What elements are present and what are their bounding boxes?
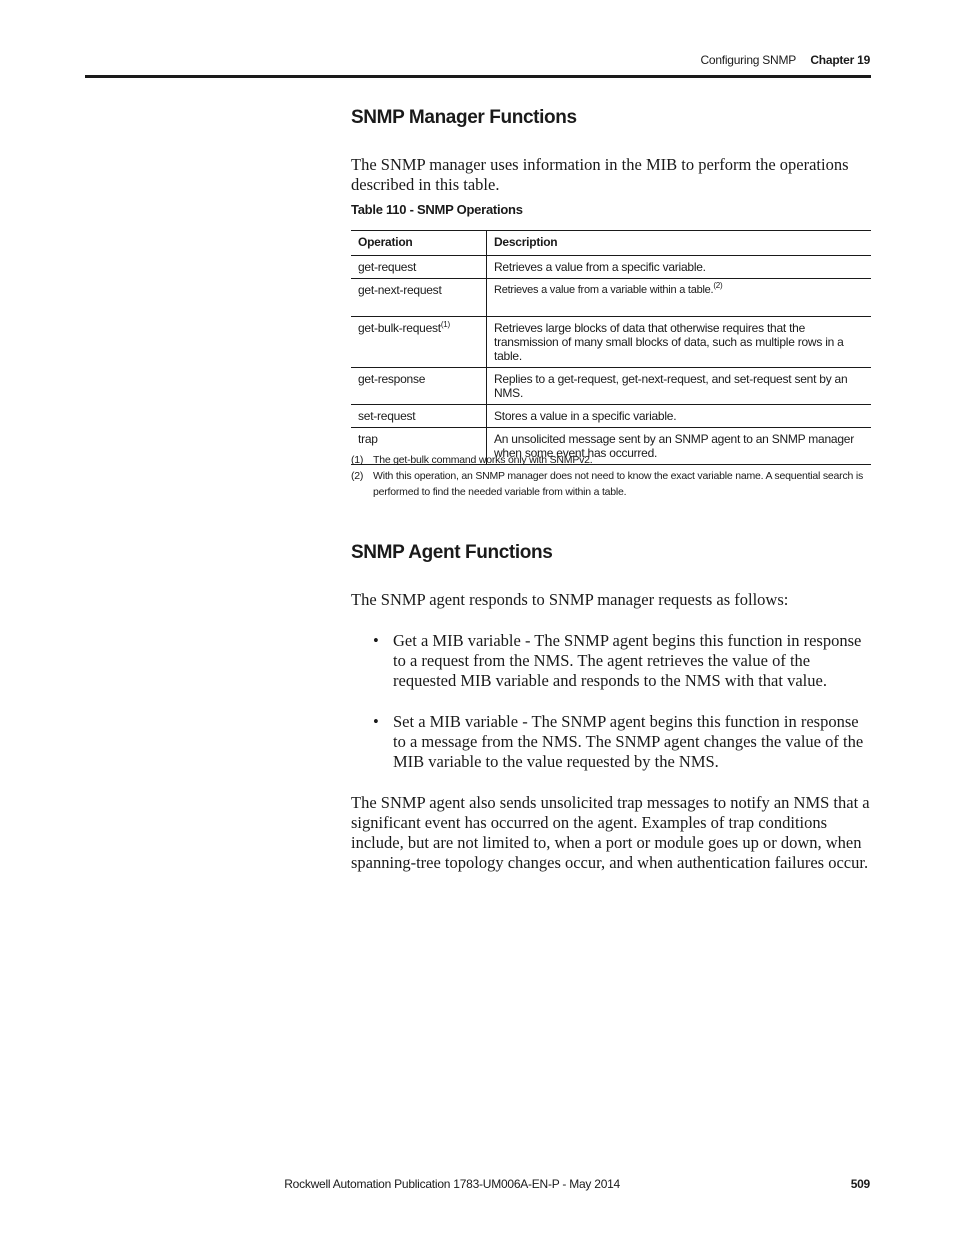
footnote-text: The get-bulk command works only with SNMPv2. — [373, 454, 593, 466]
table-row — [351, 368, 871, 405]
operation-cell: trap — [351, 428, 487, 465]
page-footer — [0, 1177, 870, 1195]
column-header-description: Description — [487, 231, 872, 256]
operation-cell: get-next-request — [351, 279, 487, 317]
manager-intro-paragraph: The SNMP manager uses information in the MIB to perform the operations described in this table. — [351, 155, 849, 194]
operation-cell: get-request — [351, 256, 487, 279]
header-chapter-label: Chapter 19 — [810, 53, 870, 67]
description-cell: Stores a value in a specific variable. — [487, 405, 872, 428]
footnote — [351, 452, 871, 468]
operation-cell: set-request — [351, 405, 487, 428]
column-header-operation: Operation — [351, 231, 487, 256]
table-row — [351, 317, 871, 368]
list-item: • Set a MIB variable - The SNMP agent begins this function in response to a message from the NMS. The SNMP agent changes the value of the MIB variable to the value requested by the NMS. — [371, 712, 871, 772]
table-row — [351, 279, 871, 317]
page-number: 509 — [850, 1177, 870, 1191]
footnote-ref: (2) — [713, 281, 723, 290]
header-section-title: Configuring SNMP — [700, 53, 796, 67]
description-cell: Retrieves large blocks of data that otherwise requires that the transmission of many small blocks of data, such as multiple rows in a table. — [487, 317, 872, 368]
operation-cell: get-response — [351, 368, 487, 405]
description-cell: Replies to a get-request, get-next-request, and set-request sent by an NMS. — [487, 368, 872, 405]
footnote-ref: (1) — [440, 320, 450, 329]
footnote — [351, 468, 871, 500]
agent-closing-paragraph: The SNMP agent also sends unsolicited trap messages to notify an NMS that a significant event has occurred on the agent. Examples of trap conditions include, but are not limited to, when a port or module goes up or down, when spanning-tree topology changes occur, and when authentication failures occur. — [351, 793, 870, 872]
agent-functions-heading: SNMP Agent Functions — [351, 542, 553, 563]
table-caption: Table 110 - SNMP Operations — [351, 202, 523, 217]
agent-bullet-list — [371, 631, 871, 691]
operation-cell: get-bulk-request$^{(1)}$ — [351, 317, 487, 368]
footnote-text: With this operation, an SNMP manager does not need to know the exact variable name. A sequential search is performed to find the needed variable from within a table. — [373, 470, 864, 498]
publication-info: Rockwell Automation Publication 1783-UM006A-EN-P - May 2014 — [284, 1177, 620, 1191]
description-cell: Retrieves a value from a variable within a table.$^{(2)}$ — [487, 279, 872, 317]
manager-functions-heading: SNMP Manager Functions — [351, 107, 577, 128]
agent-intro-paragraph: The SNMP agent responds to SNMP manager requests as follows: — [351, 590, 789, 609]
table-header-row — [351, 231, 871, 256]
table-row — [351, 256, 871, 279]
table-row — [351, 405, 871, 428]
description-cell: Retrieves a value from a specific variable. — [487, 256, 872, 279]
list-item: • Get a MIB variable - The SNMP agent begins this function in response to a request from the NMS. The agent retrieves the value of the requested MIB variable and responds to the NMS with that value. — [371, 631, 871, 691]
snmp-operations-table — [351, 230, 871, 465]
running-header — [0, 52, 870, 70]
header-rule — [85, 75, 871, 78]
agent-bullet-list — [371, 712, 871, 772]
description-cell: An unsolicited message sent by an SNMP agent to an SNMP manager when some event has occurred. — [487, 428, 872, 465]
footnote-number: (2) — [351, 470, 364, 482]
table-footnotes — [351, 452, 871, 500]
footnote-number: (1) — [351, 454, 364, 466]
